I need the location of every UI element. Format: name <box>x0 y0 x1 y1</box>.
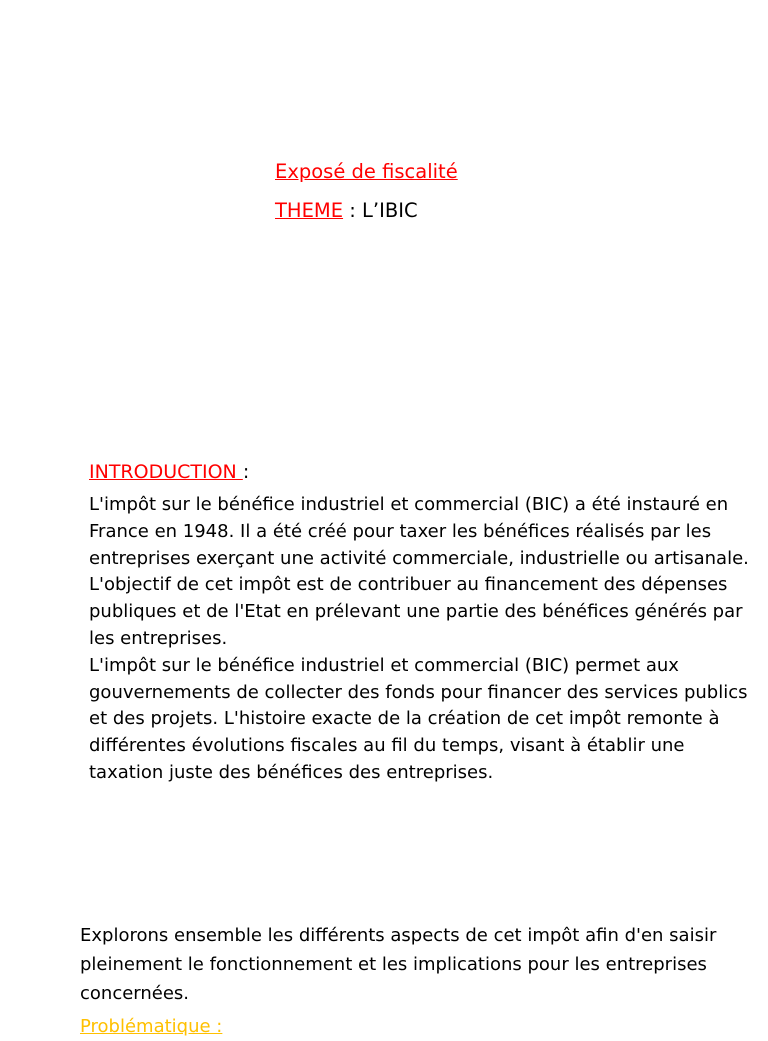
theme-label: THEME <box>275 199 344 222</box>
introduction-heading <box>89 459 249 486</box>
introduction-paragraph: L'impôt sur le bénéfice industriel et commercial (BIC) permet aux gouvernements de collecter des fonds pour financer des services publics et des projets. L'histoire exacte de la création de cet impôt remonte à différentes évolutions fiscales au fil du temps, visant à établir une taxation juste des bénéfices des entreprises. <box>89 654 748 783</box>
introduction-heading-colon: : <box>242 461 250 483</box>
theme-separator: : <box>343 199 363 222</box>
theme-line <box>275 197 418 225</box>
problematique-heading: Problématique : <box>80 1016 223 1037</box>
title-text: Exposé de fiscalité <box>275 160 458 183</box>
document-title <box>275 158 458 186</box>
theme-value: L’IBIC <box>362 199 418 222</box>
conclusion-paragraph: Explorons ensemble les différents aspects de cet impôt afin d'en saisir pleinement le fonctionnement et les implications pour les entreprises concernées. <box>80 925 717 1004</box>
introduction-paragraph: L'impôt sur le bénéfice industriel et commercial (BIC) a été instauré en France en 1948. Il a été créé pour taxer les bénéfices réalisés par les entreprises exerçant une activité commerciale, industrielle ou artisanale. L'objectif de cet impôt est de contribuer au financement des dépenses publiques et de l'Etat en prélevant une partie des bénéfices générés par les entreprises. <box>89 494 749 649</box>
introduction-heading-text: INTRODUCTION <box>89 461 243 483</box>
introduction-body <box>89 492 761 787</box>
